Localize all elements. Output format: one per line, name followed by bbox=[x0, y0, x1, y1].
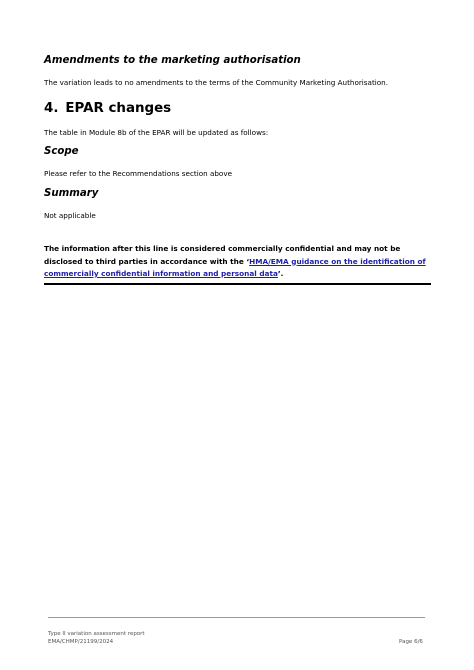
amendments-text: The variation leads to no amendments to the terms of the Community Marketing Authorisation. bbox=[44, 78, 389, 87]
section-title: EPAR changes bbox=[65, 101, 172, 116]
confidentiality-notice bbox=[44, 243, 434, 281]
confidentiality-suffix: ’. bbox=[277, 269, 284, 278]
footer-rule bbox=[48, 617, 425, 618]
guidance-link-part-1[interactable]: HMA/EMA guidance on the identification of bbox=[249, 256, 426, 266]
footer-report-type: Type II variation assessment report bbox=[48, 631, 145, 637]
scope-text: Please refer to the Recommendations section above bbox=[44, 169, 232, 178]
guidance-link-part-2[interactable]: commercially confidential information and personal data bbox=[44, 269, 278, 278]
confidentiality-prefix: disclosed to third parties in accordance with the ‘ bbox=[44, 256, 250, 266]
scope-heading: Scope bbox=[44, 146, 79, 157]
confidentiality-line-2 bbox=[44, 256, 434, 269]
confidentiality-line-1: The information after this line is considered commercially confidential and may not be bbox=[44, 244, 401, 253]
section-number: 4. bbox=[44, 101, 59, 116]
confidentiality-line-3 bbox=[44, 268, 434, 281]
footer-page-number: Page 6/6 bbox=[399, 639, 423, 645]
amendments-heading: Amendments to the marketing authorisation bbox=[44, 55, 301, 66]
epar-intro-text: The table in Module 8b of the EPAR will be updated as follows: bbox=[44, 128, 269, 137]
section-4-heading bbox=[44, 101, 171, 116]
summary-heading: Summary bbox=[44, 188, 99, 199]
footer-reference: EMA/CHMP/21199/2024 bbox=[48, 639, 114, 645]
summary-text: Not applicable bbox=[44, 211, 96, 220]
confidentiality-divider bbox=[44, 283, 431, 285]
